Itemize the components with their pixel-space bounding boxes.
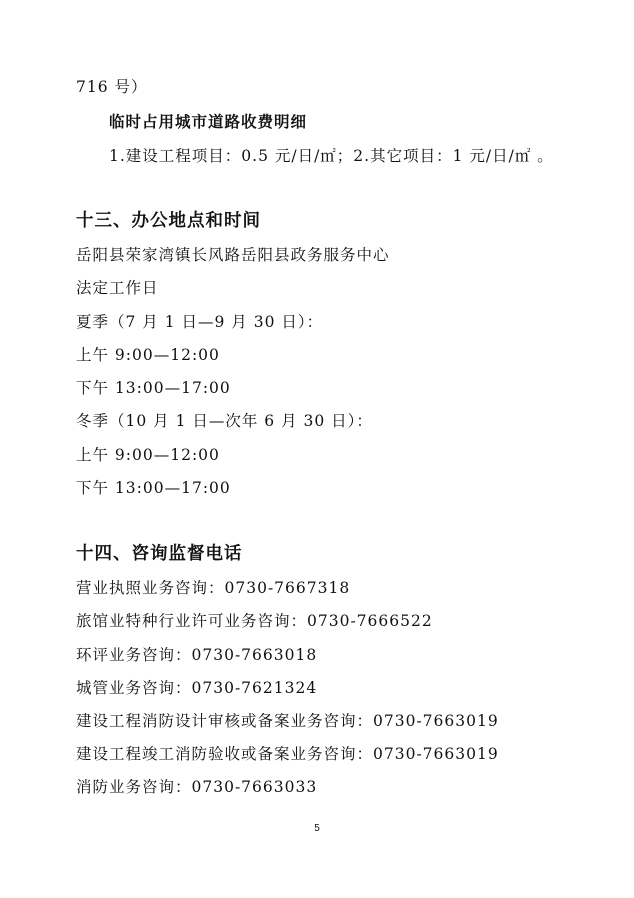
hotline-item: 消防业务咨询：0730-7663033: [76, 778, 318, 796]
fee-detail: 1.建设工程项目：0.5 元/日/㎡；2.其它项目：1 元/日/㎡ 。: [109, 147, 554, 165]
hotline-item: 旅馆业特种行业许可业务咨询：0730-7666522: [76, 612, 433, 630]
office-address: 岳阳县荣家湾镇长风路岳阳县政务服务中心: [76, 246, 390, 264]
winter-morning-hours: 上午 9:00—12:00: [76, 446, 220, 464]
hotline-item: 城管业务咨询：0730-7621324: [76, 679, 318, 697]
summer-label: 夏季（7 月 1 日—9 月 30 日）：: [76, 313, 324, 331]
winter-label: 冬季（10 月 1 日—次年 6 月 30 日）：: [76, 412, 373, 430]
summer-afternoon-hours: 下午 13:00—17:00: [76, 379, 231, 397]
hotline-item: 环评业务咨询：0730-7663018: [76, 646, 318, 664]
summer-morning-hours: 上午 9:00—12:00: [76, 346, 220, 364]
winter-afternoon-hours: 下午 13:00—17:00: [76, 479, 231, 497]
hotline-item: 建设工程竣工消防验收或备案业务咨询：0730-7663019: [76, 745, 499, 763]
hotline-item: 建设工程消防设计审核或备案业务咨询：0730-7663019: [76, 712, 499, 730]
hotline-item: 营业执照业务咨询：0730-7667318: [76, 579, 351, 597]
section-13-heading: 十三、办公地点和时间: [76, 211, 261, 231]
section-14-heading: 十四、咨询监督电话: [76, 544, 243, 564]
continuation-text: 716 号）: [76, 78, 148, 96]
office-workdays: 法定工作日: [76, 279, 159, 297]
fee-title: 临时占用城市道路收费明细: [109, 113, 308, 131]
page-number: 5: [314, 823, 320, 834]
